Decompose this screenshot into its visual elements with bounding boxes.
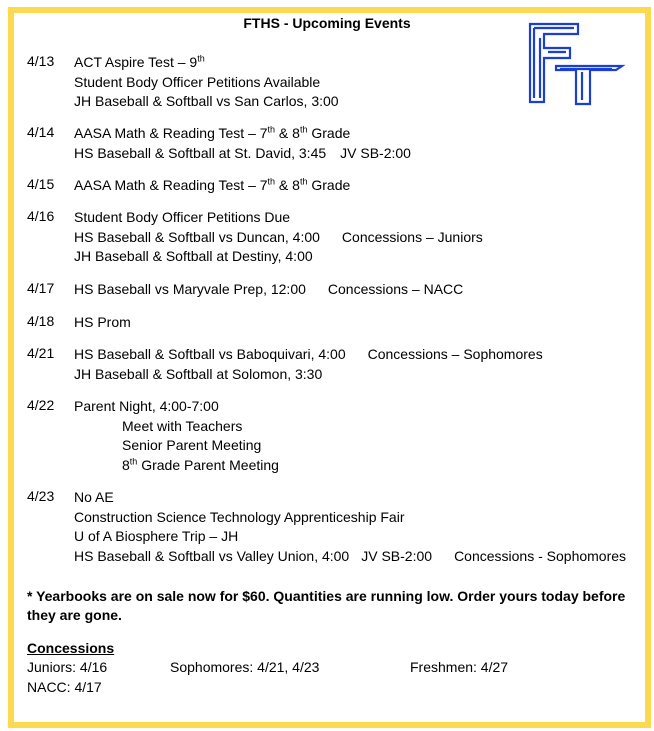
event-date: 4/18 bbox=[27, 313, 55, 329]
event-line: No AE bbox=[74, 489, 114, 505]
event-line: AASA Math & Reading Test – 7th & 8th Grade bbox=[74, 176, 351, 193]
event-line: HS Baseball & Softball vs Valley Union, 4:00 JV SB-2:00 Concessions - Sophomores bbox=[74, 547, 627, 564]
event-date: 4/22 bbox=[27, 397, 55, 413]
event-line: JH Baseball & Softball vs San Carlos, 3:00 bbox=[74, 93, 339, 109]
event-line: HS Baseball vs Maryvale Prep, 12:00 Concessions – NACC bbox=[74, 281, 464, 297]
concessions-freshmen: Freshmen: 4/27 bbox=[410, 659, 509, 675]
event-line: Student Body Officer Petitions Due bbox=[74, 209, 291, 225]
event-line: Meet with Teachers bbox=[122, 417, 243, 434]
event-line: HS Baseball & Softball at St. David, 3:45 JV SB-2:00 bbox=[74, 144, 411, 161]
event-line: Student Body Officer Petitions Available bbox=[74, 73, 321, 90]
event-date: 4/15 bbox=[27, 176, 55, 192]
event-date: 4/14 bbox=[27, 124, 55, 140]
event-line: U of A Biosphere Trip – JH bbox=[74, 528, 239, 544]
event-line: HS Prom bbox=[74, 314, 131, 330]
event-line: Senior Parent Meeting bbox=[122, 437, 262, 453]
event-line: ACT Aspire Test – 9th bbox=[74, 53, 205, 70]
event-line: JH Baseball & Softball at Solomon, 3:30 bbox=[74, 365, 323, 382]
event-line: Construction Science Technology Apprenticeship Fair bbox=[74, 508, 405, 525]
concessions-juniors: Juniors: 4/16 bbox=[27, 659, 108, 675]
event-line: HS Baseball & Softball vs Baboquivari, 4:00 Concessions – Sophomores bbox=[74, 346, 543, 362]
event-date: 4/21 bbox=[27, 345, 55, 361]
fths-ft-logo-icon bbox=[526, 18, 626, 106]
event-line: AASA Math & Reading Test – 7th & 8th Grade bbox=[74, 124, 351, 141]
event-line: Parent Night, 4:00-7:00 bbox=[74, 398, 219, 414]
concessions-heading: Concessions bbox=[27, 640, 115, 656]
event-date: 4/13 bbox=[27, 53, 55, 69]
page-title: FTHS - Upcoming Events bbox=[243, 15, 411, 31]
event-line: HS Baseball & Softball vs Duncan, 4:00 Concessions – Juniors bbox=[74, 228, 483, 245]
event-line: 8th Grade Parent Meeting bbox=[122, 455, 279, 473]
event-date: 4/17 bbox=[27, 280, 55, 296]
concessions-nacc: NACC: 4/17 bbox=[27, 679, 102, 695]
yearbook-note: * Yearbooks are on sale now for $60. Quantities are running low. Order yours today before they are gone. bbox=[27, 588, 626, 623]
event-line: JH Baseball & Softball at Destiny, 4:00 bbox=[74, 248, 313, 264]
event-date: 4/16 bbox=[27, 208, 55, 224]
event-date: 4/23 bbox=[27, 488, 55, 504]
concessions-sophomores: Sophomores: 4/21, 4/23 bbox=[170, 659, 320, 675]
